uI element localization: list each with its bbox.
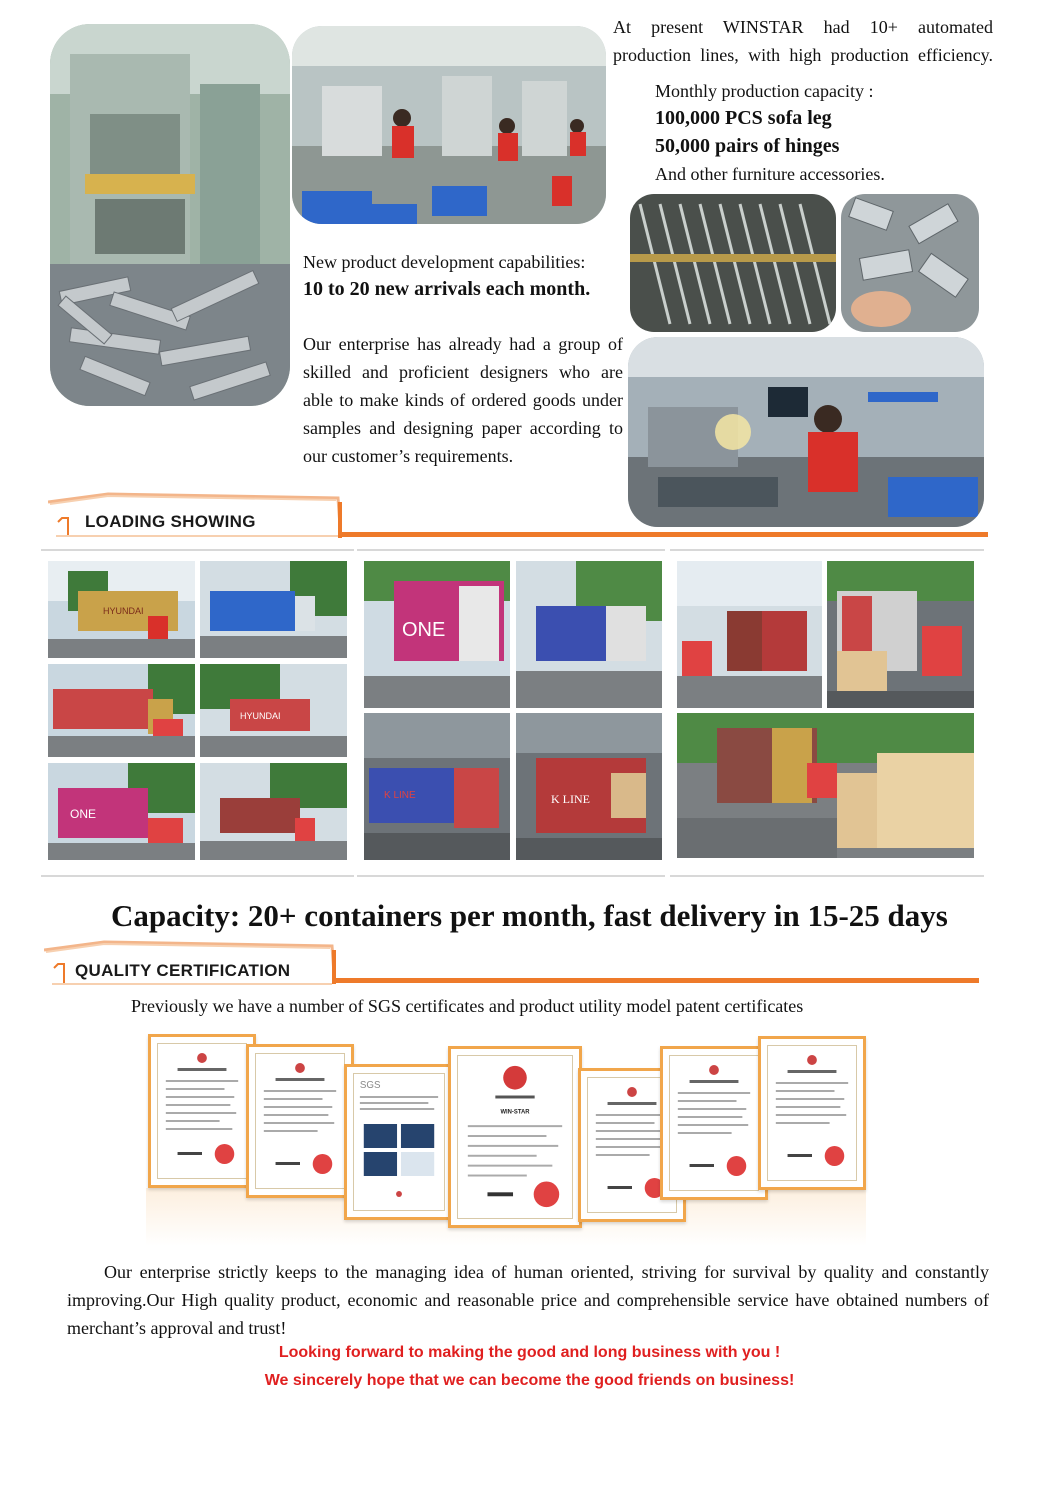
capacity-other: And other furniture accessories. [655, 164, 885, 184]
cert-brand: WIN-STAR [500, 1109, 530, 1116]
loading-photo-4 [200, 664, 347, 757]
loading-photo-13 [677, 713, 974, 858]
loading-heading: LOADING SHOWING [85, 512, 256, 531]
loading-photo-1 [48, 561, 195, 658]
workers-assembly-photo [292, 26, 606, 224]
loading-photo-3 [48, 664, 195, 757]
loading-photo-11 [677, 561, 822, 708]
loading-photo-6 [200, 763, 347, 860]
closing-line-2: We sincerely hope that we can become the good friends on business! [264, 1372, 795, 1389]
certificate-sgs [344, 1064, 454, 1220]
dev-value: 10 to 20 new arrivals each month. [303, 278, 591, 300]
certificate-trademark [448, 1046, 582, 1228]
footer-body-text: Our enterprise strictly keeps to the managing idea of human oriented, striving for survival by quality and constantly improving.Our High quality product, economic and reasonable price and comprehensible service have obtained numbers of merchant’s approval and trust! [67, 1262, 989, 1338]
container-label-one: ONE [70, 807, 97, 821]
loading-photo-10 [516, 713, 662, 860]
quality-heading: QUALITY CERTIFICATION [75, 961, 291, 980]
quality-section-header [44, 940, 984, 990]
designers-text: Our enterprise has already had a group of skilled and proficient designers who are able to make kinds of ordered goods under samples and designing paper according to our customer’s requirements. [303, 334, 623, 466]
capacity-hinges: 50,000 pairs of hinges [655, 135, 840, 157]
loading-photo-9 [364, 713, 510, 860]
loading-section-header [48, 492, 988, 544]
container-label-kline: K LINE [384, 790, 416, 801]
factory-press-photo [50, 24, 290, 406]
capacity-headline: Capacity: 20+ containers per month, fast delivery in 15-25 days [111, 898, 948, 933]
certificate-1 [148, 1034, 256, 1188]
certificate-2 [246, 1044, 354, 1198]
container-label-hyundai: HYUNDAI [103, 606, 144, 616]
capacity-label: Monthly production capacity : [655, 81, 874, 101]
hinges-rack-photo [630, 194, 836, 332]
dev-label: New product development capabilities: [303, 252, 586, 272]
hinge-in-hand-photo [841, 194, 979, 332]
loading-photo-5 [48, 763, 195, 860]
quality-intro: Previously we have a number of SGS certificates and product utility model patent certificates [131, 996, 804, 1016]
certificate-5 [758, 1036, 866, 1190]
loading-photo-2 [200, 561, 347, 658]
sgs-label: SGS [359, 1079, 381, 1092]
production-lines-text: At present WINSTAR had 10+ automated production lines, with high production efficiency. [613, 17, 993, 65]
certificate-4 [660, 1046, 768, 1200]
closing-line-1: Looking forward to making the good and long business with you ! [278, 1344, 781, 1361]
capacity-sofa-leg: 100,000 PCS sofa leg [655, 107, 832, 129]
loading-photo-7 [364, 561, 510, 708]
loading-photo-8 [516, 561, 662, 708]
container-label-kline-2: K LINE [551, 792, 590, 806]
loading-photo-12 [827, 561, 974, 708]
container-label-one-2: ONE [402, 619, 446, 641]
certificates-row [146, 1030, 866, 1248]
container-label-hyundai-2: HYUNDAI [240, 711, 281, 721]
